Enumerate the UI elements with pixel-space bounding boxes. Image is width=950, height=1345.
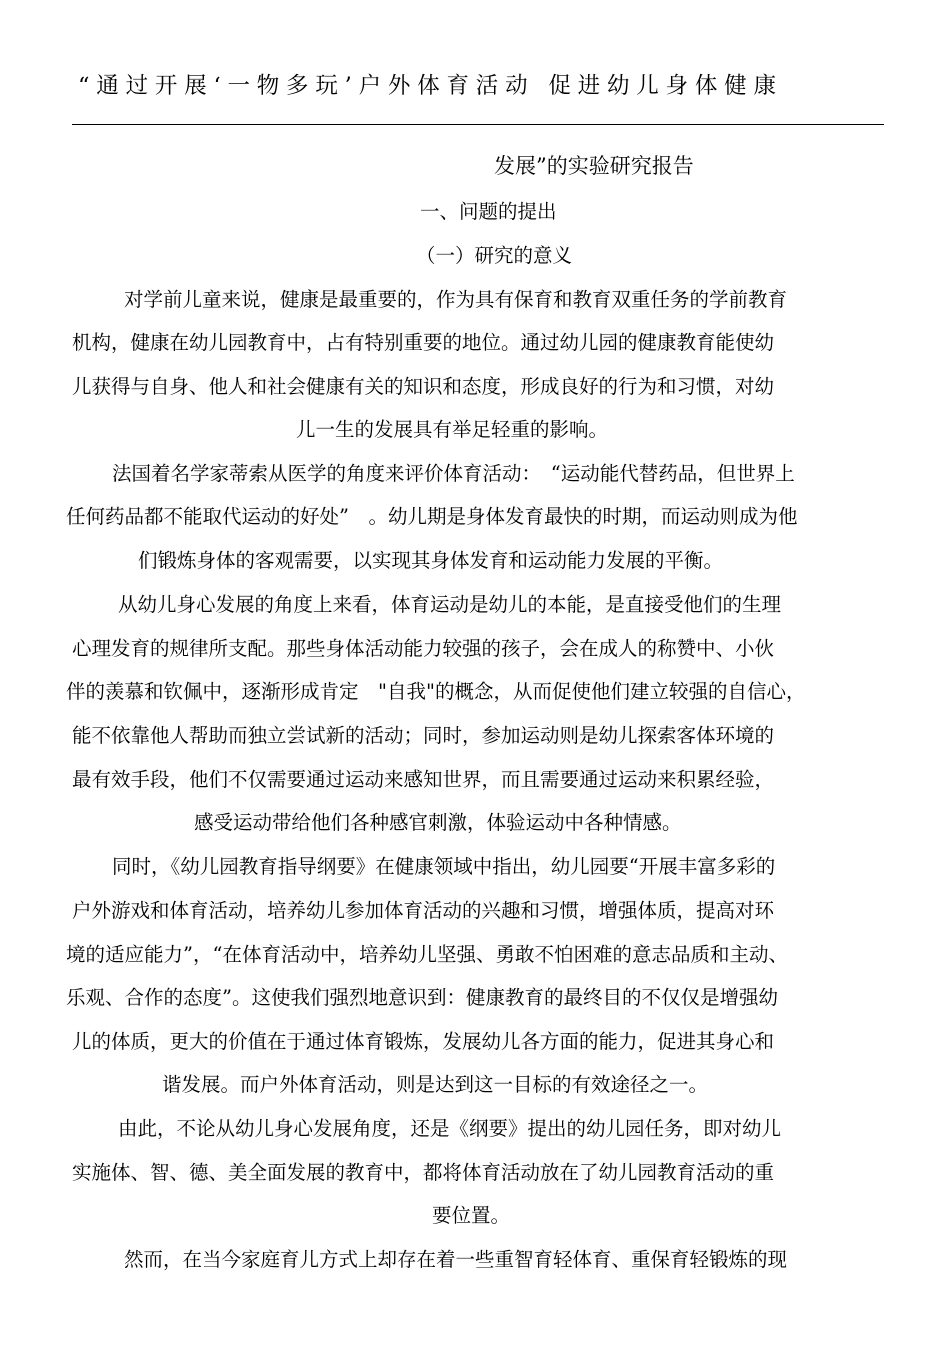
section-heading: 一、问题的提出 [420, 200, 557, 223]
body-line: 机构，健康在幼儿园教育中，占有特别重要的地位。通过幼儿园的健康教育能使幼 [72, 331, 775, 354]
body-line: 感受运动带给他们各种感官刺激，体验运动中各种情感。 [194, 811, 682, 834]
body-line: 然而，在当今家庭育儿方式上却存在着一些重智育轻体育、重保育轻锻炼的现 [124, 1248, 788, 1271]
subsection-heading: （一）研究的意义 [416, 244, 573, 267]
header-rule [72, 124, 884, 125]
body-line: 能不依靠他人帮助而独立尝试新的活动；同时，参加运动则是幼儿探索客体环境的 [72, 724, 775, 747]
body-line: 任何药品都不能取代运动的好处” 。幼儿期是身体发育最快的时期，而运动则成为他 [66, 505, 798, 528]
body-line: 们锻炼身体的客观需要，以实现其身体发育和运动能力发展的平衡。 [138, 549, 724, 572]
body-line: 伴的羡慕和钦佩中，逐渐形成肯定 "自我"的概念，从而促使他们建立较强的自信心， [66, 680, 806, 703]
body-line: 乐观、合作的态度”。这使我们强烈地意识到：健康教育的最终目的不仅仅是增强幼 [66, 986, 778, 1009]
body-line: 最有效手段，他们不仅需要通过运动来感知世界，而且需要通过运动来积累经验， [72, 768, 775, 791]
body-line: 儿获得与自身、他人和社会健康有关的知识和态度，形成良好的行为和习惯，对幼 [72, 375, 775, 398]
body-line: 实施体、智、德、美全面发展的教育中，都将体育活动放在了幼儿园教育活动的重 [72, 1161, 775, 1184]
body-line: 境的适应能力”，“在体育活动中，培养幼儿坚强、勇敢不怕困难的意志品质和主动、 [66, 943, 788, 966]
body-line: 要位置。 [432, 1204, 511, 1227]
body-line: 谐发展。而户外体育活动，则是达到这一目标的有效途径之一。 [162, 1073, 709, 1096]
body-line: 心理发育的规律所支配。那些身体活动能力较强的孩子，会在成人的称赞中、小伙 [72, 637, 775, 660]
title-line-1: “通过开展‘一物多玩’户外体育活动 促进幼儿身体健康 [78, 73, 783, 99]
body-line: 对学前儿童来说，健康是最重要的，作为具有保育和教育双重任务的学前教育 [124, 288, 788, 311]
body-line: 儿的体质，更大的价值在于通过体育锻炼，发展幼儿各方面的能力，促进其身心和 [72, 1030, 775, 1053]
body-line: 儿一生的发展具有举足轻重的影响。 [296, 418, 609, 441]
body-line: 同时，《幼儿园教育指导纲要》在健康领域中指出，幼儿园要“开展丰富多彩的 [112, 855, 776, 878]
body-line: 户外游戏和体育活动，培养幼儿参加体育活动的兴趣和习惯，增强体质，提高对环 [72, 899, 775, 922]
body-line: 从幼儿身心发展的角度上来看，体育运动是幼儿的本能，是直接受他们的生理 [118, 593, 782, 616]
body-line: 由此，不论从幼儿身心发展角度，还是《纲要》提出的幼儿园任务，即对幼儿 [118, 1117, 782, 1140]
title-line-2: 发展”的实验研究报告 [494, 154, 694, 178]
body-line: 法国着名学家蒂索从医学的角度来评价体育活动： “运动能代替药品，但世界上 [112, 462, 795, 485]
